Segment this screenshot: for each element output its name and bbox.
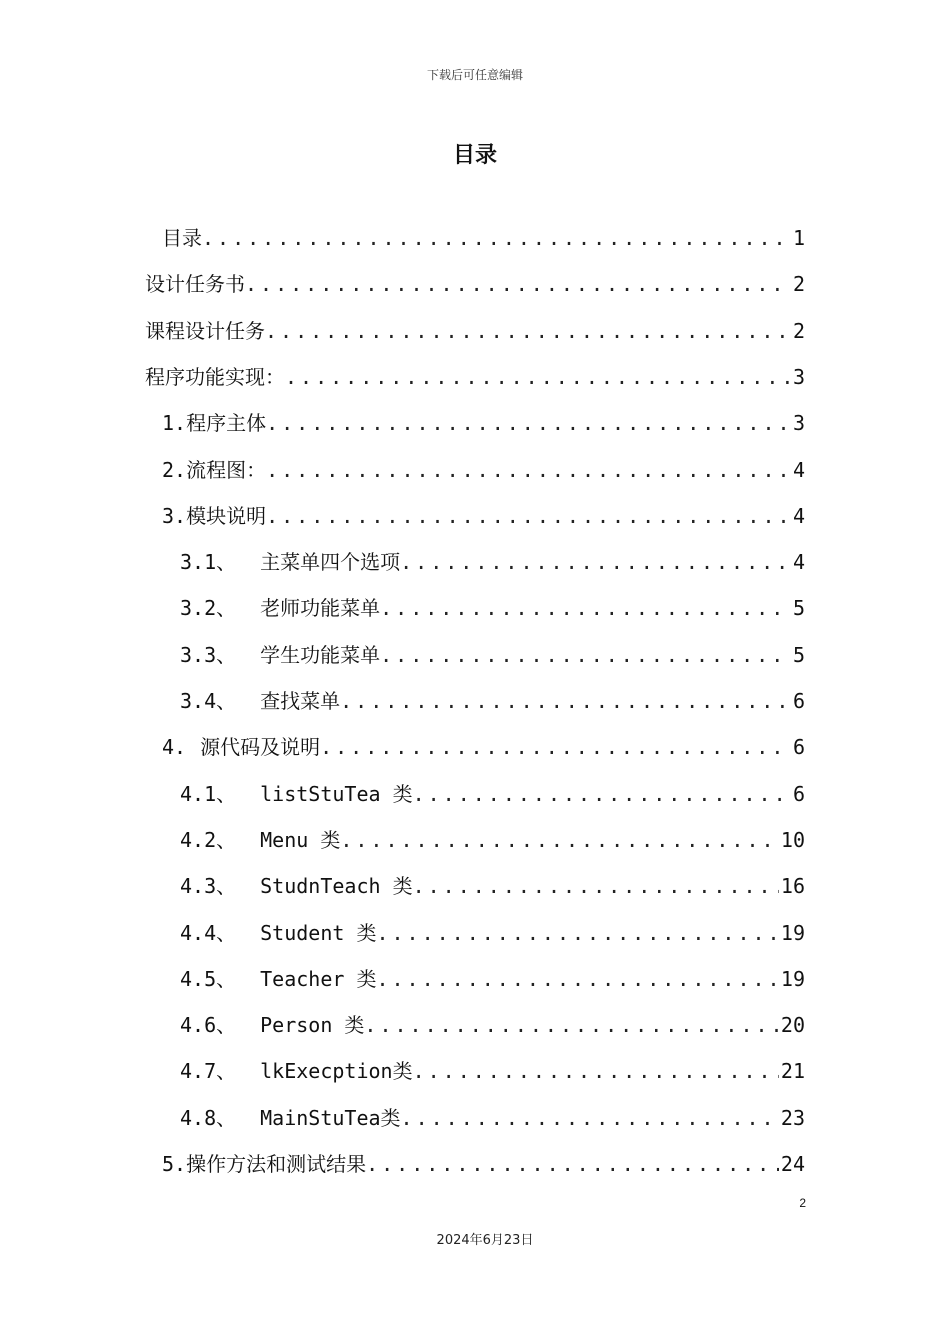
toc-entry-page: 5 — [792, 596, 805, 621]
toc-entry-number: 3.4、 — [180, 689, 237, 713]
toc-entry[interactable] — [145, 361, 805, 393]
toc-entry[interactable] — [162, 731, 805, 763]
toc-entry-number: 3.3、 — [180, 642, 237, 667]
toc-entry-label: 设计任务书 — [145, 272, 245, 297]
page-title: 目录 — [452, 143, 497, 168]
toc-entry-number: 4.1、 — [180, 781, 237, 806]
toc-leader-dots — [413, 870, 779, 902]
toc-entry[interactable] — [180, 870, 805, 902]
toc-entry-page: 16 — [780, 874, 805, 899]
toc-entry-number: 3.2、 — [180, 596, 237, 621]
toc-entry-number: 4.5、 — [180, 966, 237, 991]
toc-leader-dots — [413, 1055, 779, 1087]
toc-leader-dots — [340, 824, 779, 856]
toc-entry[interactable] — [180, 917, 805, 949]
toc-entry-label: listStuTea 类 — [260, 781, 413, 806]
toc-entry[interactable] — [145, 315, 805, 347]
toc-entry-page: 6 — [792, 735, 805, 760]
toc-entry-label: 模块说明 — [186, 503, 267, 528]
toc-entry-label: 目录 — [162, 226, 202, 250]
toc-leader-dots — [364, 1009, 778, 1041]
toc-entry-label: 课程设计任务 — [145, 318, 265, 343]
toc-entry-page: 3 — [792, 411, 805, 436]
toc-leader-dots — [380, 592, 791, 624]
toc-entry-number: 4.4、 — [180, 920, 237, 945]
toc-entry-page: 2 — [792, 318, 805, 343]
toc-entry-number: 4.8、 — [180, 1105, 237, 1130]
toc-entry-label: 程序主体 — [186, 411, 267, 436]
toc-entry-page: 6 — [792, 689, 805, 713]
toc-entry[interactable] — [180, 685, 805, 717]
toc-entry[interactable] — [162, 222, 805, 254]
toc-entry[interactable] — [162, 454, 805, 486]
toc-entry-number: 4.3、 — [180, 874, 237, 899]
toc-entry-page: 4 — [792, 550, 805, 575]
toc-leader-dots — [340, 685, 791, 717]
toc-entry-label: 查找菜单 — [260, 689, 341, 713]
toc-entry-label: 操作方法和测试结果 — [186, 1152, 367, 1176]
toc-entry[interactable] — [180, 1009, 805, 1041]
toc-entry-page: 4 — [792, 503, 805, 528]
toc-entry[interactable] — [180, 1055, 805, 1087]
toc-entry-label: Teacher 类 — [260, 966, 377, 991]
toc-leader-dots — [285, 361, 791, 393]
toc-leader-dots — [376, 963, 778, 995]
toc-entry-page: 19 — [780, 966, 805, 991]
toc-entry-number: 3.1、 — [180, 550, 237, 575]
toc-entry[interactable] — [145, 268, 805, 300]
toc-entry-page: 24 — [780, 1152, 805, 1176]
toc-leader-dots — [266, 454, 791, 486]
toc-leader-dots — [266, 407, 791, 439]
toc-entry-number: 2. — [162, 457, 187, 482]
toc-entry[interactable] — [180, 639, 805, 671]
toc-leader-dots — [366, 1148, 779, 1180]
toc-entry[interactable] — [162, 407, 805, 439]
toc-leader-dots — [202, 222, 791, 254]
toc-leader-dots — [320, 731, 791, 763]
toc-entry-label: 源代码及说明 — [200, 735, 321, 760]
toc-entry-page: 21 — [780, 1059, 805, 1084]
toc-entry-label: 主菜单四个选项 — [260, 550, 401, 575]
toc-entry-page: 1 — [792, 226, 805, 250]
toc-entry-number: 3. — [162, 503, 187, 528]
toc-entry-label: 流程图： — [186, 457, 267, 482]
toc-entry[interactable] — [162, 1148, 805, 1180]
toc-entry-label: 老师功能菜单 — [260, 596, 381, 621]
toc-entry-page: 6 — [792, 781, 805, 806]
toc-entry[interactable] — [180, 592, 805, 624]
toc-entry-page: 3 — [792, 364, 805, 389]
toc-entry-label: lkExecption类 — [260, 1059, 413, 1084]
toc-entry-page: 19 — [780, 920, 805, 945]
toc-entry-label: StudnTeach 类 — [260, 874, 413, 899]
toc-entry-page: 23 — [780, 1105, 805, 1130]
toc-entry-label: 程序功能实现： — [145, 364, 285, 389]
toc-entry-page: 5 — [792, 642, 805, 667]
toc-leader-dots — [245, 268, 791, 300]
toc-entry[interactable] — [162, 500, 805, 532]
toc-entry-label: Person 类 — [260, 1013, 365, 1038]
toc-entry[interactable] — [180, 963, 805, 995]
toc-entry-label: Menu 类 — [260, 827, 341, 852]
toc-leader-dots — [413, 778, 791, 810]
toc-entry-number: 4. — [162, 735, 187, 760]
toc-leader-dots — [401, 1102, 779, 1134]
toc-entry-number: 4.7、 — [180, 1059, 237, 1084]
toc-leader-dots — [266, 500, 791, 532]
toc-entry[interactable] — [180, 546, 805, 578]
toc-leader-dots — [400, 546, 791, 578]
toc-entry-number: 5. — [162, 1152, 187, 1176]
toc-entry-label: MainStuTea类 — [260, 1105, 401, 1130]
toc-entry-label: 学生功能菜单 — [260, 642, 381, 667]
toc-entry[interactable] — [180, 824, 805, 856]
toc-entry-page: 2 — [792, 272, 805, 297]
toc-entry-page: 10 — [780, 827, 805, 852]
toc-leader-dots — [376, 917, 778, 949]
toc-leader-dots — [380, 639, 791, 671]
page-header: 下载后可任意编辑 — [426, 68, 523, 82]
toc-entry-number: 4.6、 — [180, 1013, 237, 1038]
page-number: 2 — [799, 1196, 806, 1210]
toc-entry[interactable] — [180, 1102, 805, 1134]
toc-entry-label: Student 类 — [260, 920, 377, 945]
toc-entry-number: 4.2、 — [180, 827, 237, 852]
toc-entry-page: 4 — [792, 457, 805, 482]
toc-entry[interactable] — [180, 778, 805, 810]
toc-entry-page: 20 — [780, 1013, 805, 1038]
toc-entry-number: 1. — [162, 411, 187, 436]
toc-leader-dots — [265, 315, 791, 347]
footer-date: 2024年6月23日 — [436, 1233, 534, 1248]
